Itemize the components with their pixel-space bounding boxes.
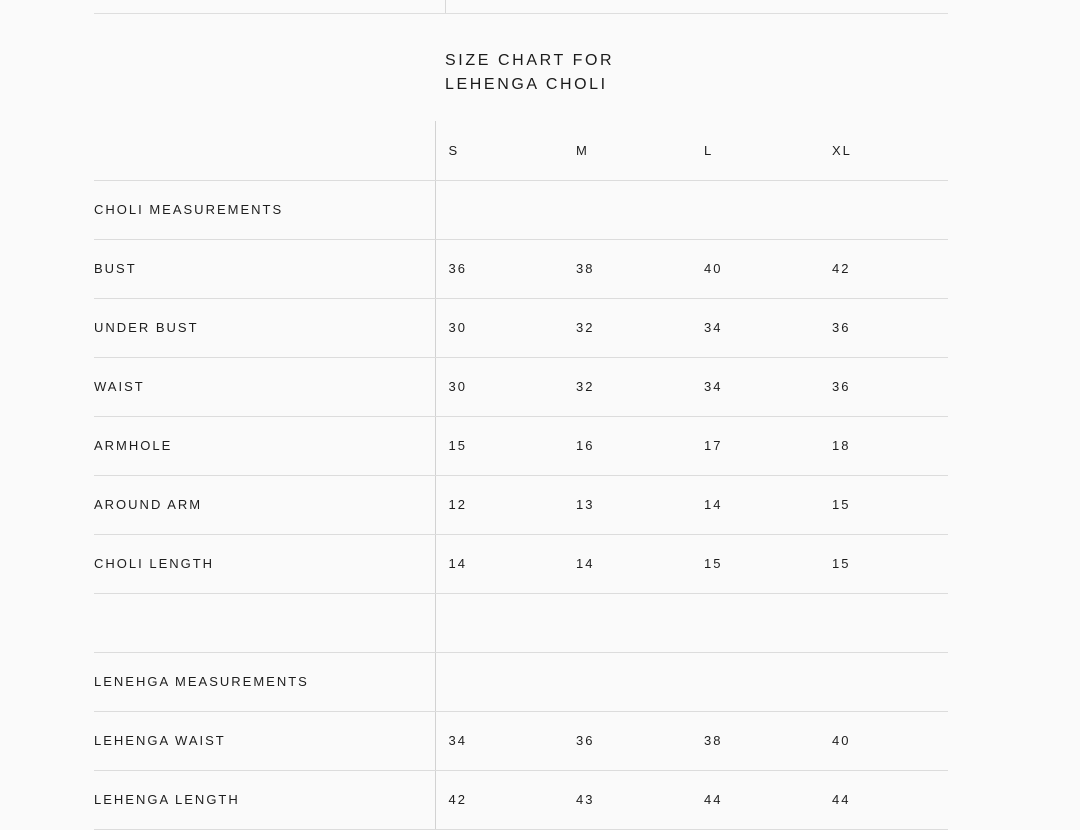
table-row — [94, 298, 948, 357]
value-s: 30 — [435, 357, 563, 416]
row-label: LEHENGA WAIST — [94, 711, 435, 770]
value-m: 14 — [563, 534, 691, 593]
row-label: ARMHOLE — [94, 416, 435, 475]
value-l: 17 — [691, 416, 819, 475]
value-s: 30 — [435, 298, 563, 357]
value-l — [691, 593, 819, 652]
value-xl: 36 — [819, 298, 948, 357]
value-l: 15 — [691, 534, 819, 593]
table-row — [94, 416, 948, 475]
size-chart-body — [94, 180, 948, 829]
table-row — [94, 770, 948, 829]
value-xl — [819, 593, 948, 652]
table-row — [94, 534, 948, 593]
header-row — [94, 121, 948, 180]
top-divider-line — [94, 13, 948, 14]
row-label — [94, 593, 435, 652]
value-s — [435, 593, 563, 652]
value-s: 12 — [435, 475, 563, 534]
value-m — [563, 180, 691, 239]
top-column-divider — [445, 0, 446, 13]
row-label: AROUND ARM — [94, 475, 435, 534]
value-xl: 36 — [819, 357, 948, 416]
table-row — [94, 239, 948, 298]
table-row — [94, 711, 948, 770]
value-xl — [819, 652, 948, 711]
value-m: 16 — [563, 416, 691, 475]
size-header-l: L — [691, 121, 819, 180]
value-l — [691, 180, 819, 239]
value-l: 44 — [691, 770, 819, 829]
value-m: 32 — [563, 357, 691, 416]
value-s: 36 — [435, 239, 563, 298]
value-l: 34 — [691, 357, 819, 416]
row-label: UNDER BUST — [94, 298, 435, 357]
value-xl: 42 — [819, 239, 948, 298]
value-m: 38 — [563, 239, 691, 298]
row-label: CHOLI MEASUREMENTS — [94, 180, 435, 239]
size-header-m: M — [563, 121, 691, 180]
size-chart-table-wrapper — [94, 121, 948, 830]
value-m — [563, 652, 691, 711]
value-m — [563, 593, 691, 652]
value-xl — [819, 180, 948, 239]
size-chart-table — [94, 121, 948, 830]
value-xl: 18 — [819, 416, 948, 475]
value-s — [435, 652, 563, 711]
table-row — [94, 475, 948, 534]
value-xl: 15 — [819, 534, 948, 593]
value-m: 43 — [563, 770, 691, 829]
value-xl: 15 — [819, 475, 948, 534]
value-xl: 40 — [819, 711, 948, 770]
header-label-cell — [94, 121, 435, 180]
value-xl: 44 — [819, 770, 948, 829]
title-line-1: SIZE CHART FOR — [445, 52, 615, 69]
size-chart-title — [445, 49, 765, 97]
title-line-2: LEHENGA CHOLI — [445, 76, 608, 93]
value-s: 14 — [435, 534, 563, 593]
row-label: BUST — [94, 239, 435, 298]
value-l: 34 — [691, 298, 819, 357]
row-label: WAIST — [94, 357, 435, 416]
row-label: LENEHGA MEASUREMENTS — [94, 652, 435, 711]
table-row — [94, 180, 948, 239]
size-header-s: S — [435, 121, 563, 180]
value-l: 38 — [691, 711, 819, 770]
value-l: 14 — [691, 475, 819, 534]
size-chart-header — [94, 121, 948, 180]
value-m: 32 — [563, 298, 691, 357]
value-m: 36 — [563, 711, 691, 770]
value-s: 34 — [435, 711, 563, 770]
row-label: CHOLI LENGTH — [94, 534, 435, 593]
value-s — [435, 180, 563, 239]
value-s: 42 — [435, 770, 563, 829]
row-label: LEHENGA LENGTH — [94, 770, 435, 829]
size-header-xl: XL — [819, 121, 948, 180]
value-m: 13 — [563, 475, 691, 534]
value-s: 15 — [435, 416, 563, 475]
table-row — [94, 652, 948, 711]
value-l — [691, 652, 819, 711]
table-row — [94, 357, 948, 416]
table-row — [94, 593, 948, 652]
value-l: 40 — [691, 239, 819, 298]
